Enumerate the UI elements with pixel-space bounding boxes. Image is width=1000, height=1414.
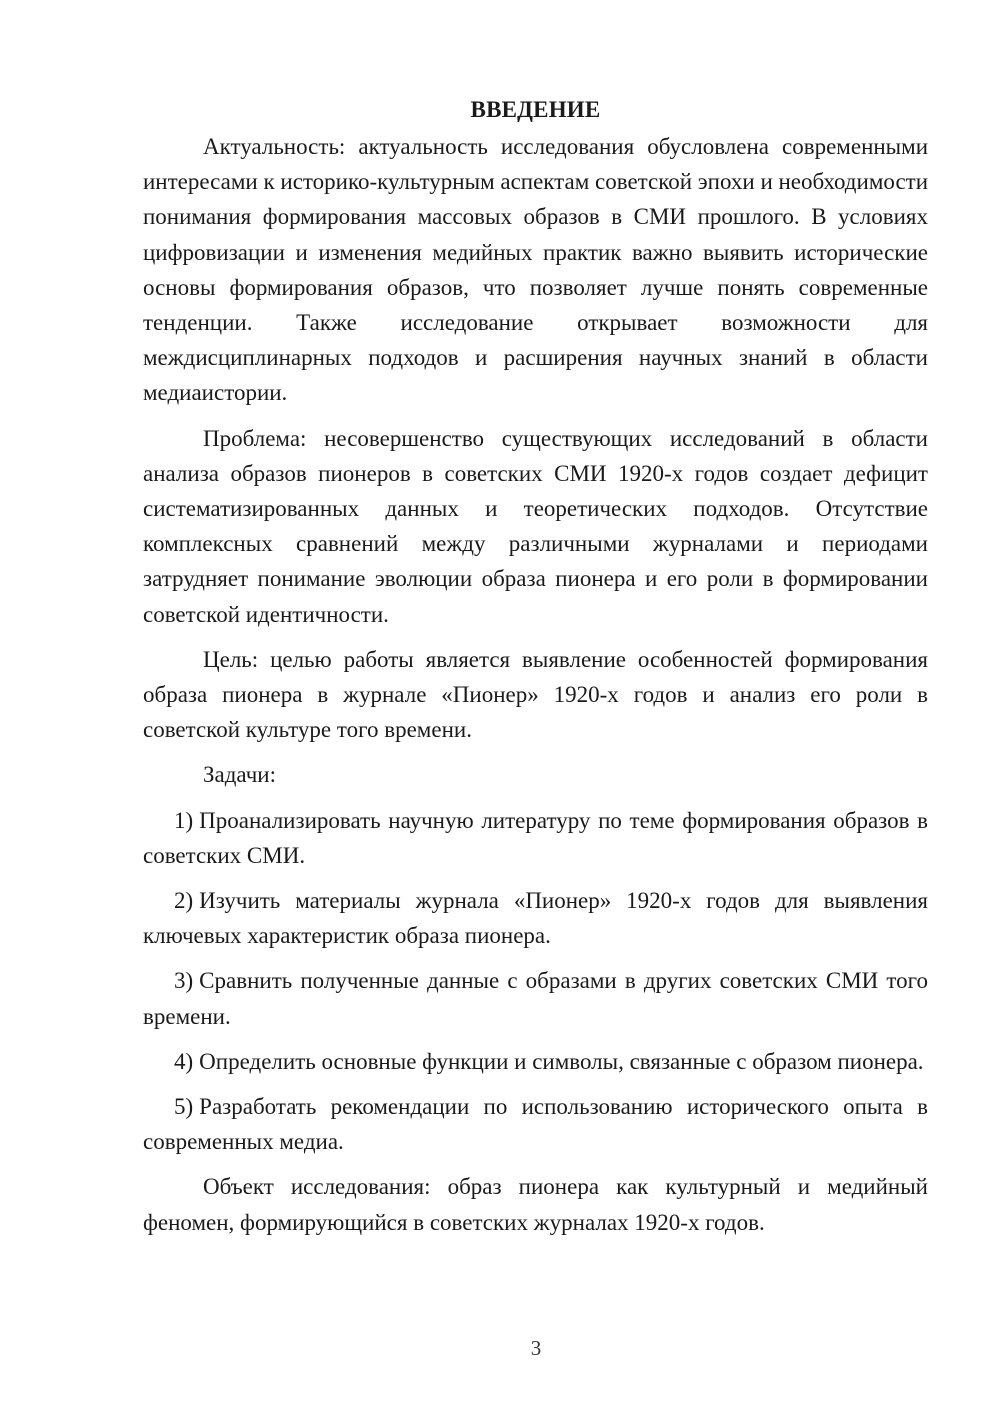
task-text: Проанализировать научную литературу по теме формирования образов в советских СМИ. [143, 807, 928, 868]
task-item [143, 883, 928, 953]
task-list [143, 803, 928, 1160]
task-text: Изучить материалы журнала «Пионер» 1920-х годов для выявления ключевых характеристик образа пионера. [143, 888, 928, 949]
task-number: 3) [174, 968, 194, 994]
task-number: 4) [174, 1048, 194, 1074]
task-number: 1) [174, 807, 194, 833]
task-item [143, 963, 928, 1033]
task-item [143, 1089, 928, 1159]
document-page [143, 92, 928, 1250]
task-number: 5) [174, 1094, 194, 1120]
page-number: 3 [530, 1336, 542, 1360]
task-item [143, 1044, 928, 1079]
task-text: Сравнить полученные данные с образами в других советских СМИ того времени. [143, 968, 928, 1029]
task-item [143, 803, 928, 873]
task-number: 2) [174, 888, 194, 914]
paragraph-problem: Проблема: несовершенство существующих исследований в области анализа образов пионеров в советских СМИ 1920-х годов создает дефицит систематизированных данных и теоретических подходов. Отсутствие комплексных сравнений между различными журналами и периодами затрудняет понимание эволюции образа пионера и его роли в формировании советской идентичности. [143, 425, 928, 627]
task-text: Разработать рекомендации по использованию исторического опыта в современных медиа. [143, 1094, 928, 1155]
task-text: Определить основные функции и символы, связанные с образом пионера. [199, 1048, 924, 1074]
paragraph-object: Объект исследования: образ пионера как культурный и медийный феномен, формирующийся в советских журналах 1920-х годов. [143, 1174, 928, 1235]
paragraph-relevance: Актуальность: актуальность исследования обусловлена современными интересами к историко-культурным аспектам советской эпохи и необходимости понимания формирования массовых образов в СМИ прошлого. В условиях цифровизации и изменения медийных практик важно выявить исторические основы формирования образов, что позволяет лучше понять современные тенденции. Также исследование открывает возможности для междисциплинарных подходов и расширения научных знаний в области медиаистории. [143, 134, 929, 406]
paragraph-goal: Цель: целью работы является выявление особенностей формирования образа пионера в журнале «Пионер» 1920-х годов и анализ его роли в советской культуре того времени. [143, 646, 928, 743]
page-title: ВВЕДЕНИЕ [470, 97, 601, 122]
tasks-heading: Задачи: [203, 762, 276, 788]
